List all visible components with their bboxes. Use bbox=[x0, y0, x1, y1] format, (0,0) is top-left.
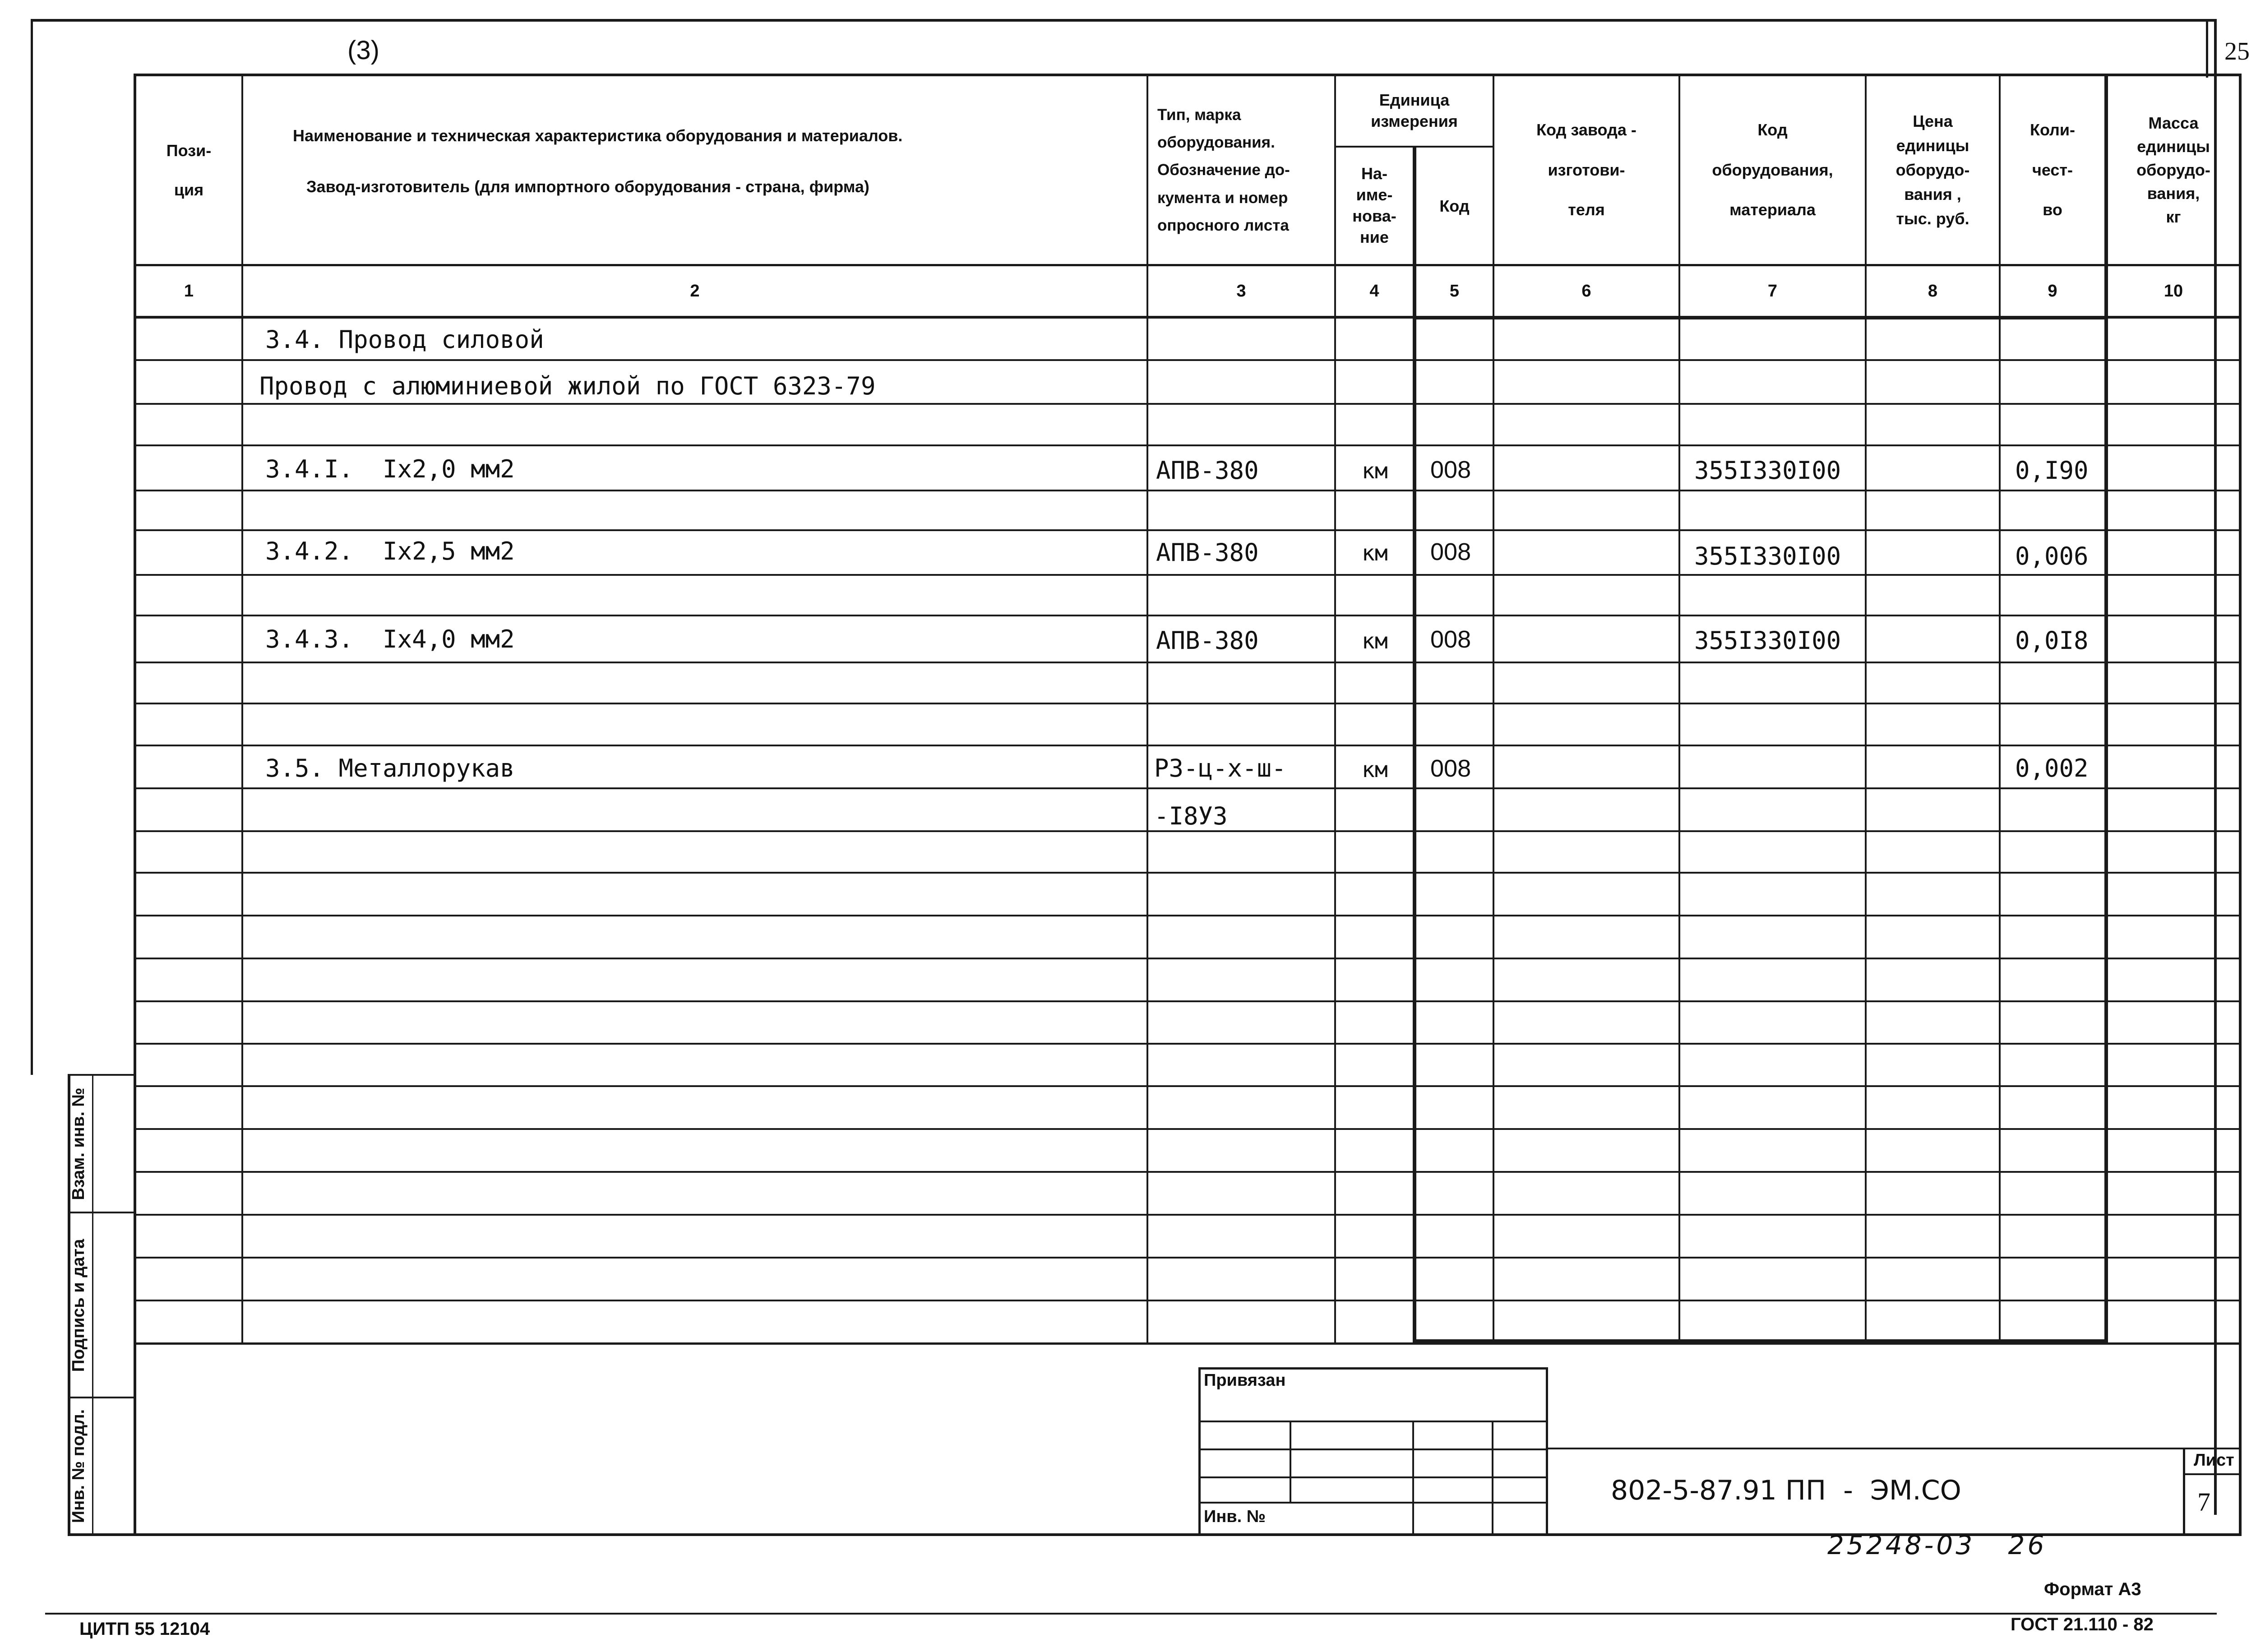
stamp-privyazan-left bbox=[1198, 1367, 1201, 1534]
table-row-line bbox=[134, 958, 2241, 959]
col-div-9 bbox=[2104, 74, 2108, 1345]
frame-left bbox=[31, 19, 33, 1075]
page-number-box-left bbox=[2206, 19, 2208, 78]
header-col10 bbox=[2108, 76, 2239, 264]
table-row-line bbox=[134, 444, 2241, 446]
sheet-number: 7 bbox=[2197, 1487, 2210, 1517]
handwritten-number: 25248-03 26 bbox=[1827, 1530, 2047, 1560]
col-div-7 bbox=[1865, 74, 1867, 1345]
header-text: ция bbox=[174, 180, 204, 199]
stamp-line-2 bbox=[1198, 1448, 1548, 1450]
table-row-line bbox=[134, 915, 2241, 916]
side-strip-divider bbox=[92, 1074, 93, 1536]
header-text: Код завода - bbox=[1536, 120, 1637, 139]
col-number: 2 bbox=[690, 281, 700, 301]
col-div-8 bbox=[1999, 74, 2001, 1345]
table-row-line bbox=[134, 787, 2241, 789]
header-col9 bbox=[2001, 76, 2104, 264]
table-row-line bbox=[134, 1257, 2241, 1259]
header-text: оборудования, bbox=[1712, 160, 1833, 179]
row-unit: км bbox=[1362, 458, 1388, 484]
header-text: оборудования. bbox=[1157, 134, 1275, 152]
table-row-line bbox=[134, 1171, 2241, 1173]
side-label-vzam: Взам. инв. № bbox=[69, 1087, 88, 1200]
document-designation: 802-5-87.91 ПП - ЭМ.СО bbox=[1611, 1475, 1961, 1506]
side-label-podpis: Подпись и дата bbox=[69, 1239, 88, 1372]
header-text: ние bbox=[1360, 227, 1389, 246]
row-name: 3.4. Провод силовой bbox=[265, 325, 544, 354]
stamp-v-2 bbox=[1412, 1421, 1414, 1534]
header-text: опросного листа bbox=[1157, 216, 1289, 234]
table-row-line bbox=[134, 615, 2241, 616]
table-row-line bbox=[134, 703, 2241, 704]
row-code: 008 bbox=[1430, 755, 1471, 782]
header-text: Код bbox=[1757, 120, 1788, 139]
stamp-line-1 bbox=[1198, 1421, 1548, 1422]
header-col1 bbox=[136, 76, 241, 264]
header-unit-group bbox=[1336, 76, 1493, 146]
header-text: во bbox=[2043, 200, 2062, 219]
header-text: Наименование и техническая характеристика оборудования и материалов. bbox=[293, 126, 903, 145]
table-row-line bbox=[134, 1128, 2241, 1130]
row-qty: 0,002 bbox=[2015, 754, 2089, 782]
row-unit: км bbox=[1362, 757, 1388, 782]
header-col2 bbox=[243, 76, 1146, 264]
col-number: 4 bbox=[1369, 281, 1379, 301]
table-right bbox=[2239, 74, 2242, 1536]
row-name: 3.5. Металлорукав bbox=[265, 754, 515, 782]
stamp-v-1 bbox=[1290, 1421, 1291, 1502]
section-marker: (3) bbox=[347, 36, 379, 65]
side-label-inv-podl: Инв. № подл. bbox=[69, 1409, 88, 1523]
header-col3 bbox=[1148, 76, 1334, 264]
table-row-line bbox=[134, 1000, 2241, 1002]
row-type-continued: -I8УЗ bbox=[1154, 802, 1228, 830]
header-text: измерения bbox=[1371, 112, 1458, 130]
header-text: Код bbox=[1439, 196, 1470, 215]
col-div-3 bbox=[1334, 74, 1336, 1345]
row-type: АПВ-380 bbox=[1156, 538, 1259, 567]
header-text: Обозначение до- bbox=[1157, 161, 1290, 179]
table-row-line bbox=[134, 403, 2241, 405]
table-row-line bbox=[134, 745, 2241, 746]
header-text: оборудо- bbox=[2136, 160, 2210, 179]
side-strip-top bbox=[68, 1074, 136, 1076]
stamp-privyazan-right bbox=[1546, 1367, 1548, 1534]
code-box-bottom bbox=[1413, 1339, 2108, 1343]
col-number: 3 bbox=[1236, 281, 1246, 301]
header-text: На- bbox=[1361, 164, 1387, 183]
stamp-privyazan-top bbox=[1198, 1367, 1548, 1370]
row-type: АПВ-380 bbox=[1156, 626, 1259, 655]
frame-bottom-outer bbox=[45, 1613, 2217, 1615]
row-unit: км bbox=[1362, 541, 1388, 566]
header-text: нова- bbox=[1352, 207, 1396, 225]
row-unit: км bbox=[1362, 629, 1388, 654]
header-col7 bbox=[1680, 76, 1865, 264]
header-col8 bbox=[1867, 76, 1999, 264]
sheet-label: Лист bbox=[2194, 1451, 2234, 1470]
table-row-line bbox=[134, 872, 2241, 874]
header-text: изготови- bbox=[1548, 160, 1625, 179]
row-equip-code: 355I330I00 bbox=[1694, 456, 1841, 485]
footer-printer: ЦИТП 55 12104 bbox=[79, 1619, 210, 1639]
header-text: вания, bbox=[2147, 184, 2200, 203]
header-text: тыс. руб. bbox=[1896, 209, 1969, 228]
frame-top bbox=[31, 19, 2217, 22]
header-text: оборудо- bbox=[1895, 161, 1970, 179]
row-type: РЗ-ц-х-ш- bbox=[1154, 754, 1286, 782]
header-text: кумента и номер bbox=[1157, 189, 1288, 207]
header-text: единицы bbox=[1896, 136, 1969, 155]
stamp-main-top bbox=[1546, 1448, 2242, 1449]
stamp-v-3 bbox=[1492, 1421, 1493, 1534]
row-equip-code: 355I330I00 bbox=[1694, 542, 1841, 570]
header-text: чест- bbox=[2032, 160, 2073, 179]
header-text: теля bbox=[1568, 200, 1605, 219]
footer-format: Формат А3 bbox=[2044, 1579, 2141, 1599]
stamp-line-3 bbox=[1198, 1476, 1548, 1478]
col-number: 6 bbox=[1581, 281, 1591, 301]
table-row-line bbox=[134, 574, 2241, 576]
table-row-line bbox=[134, 359, 2241, 361]
row-qty: 0,I90 bbox=[2015, 456, 2089, 485]
header-text: Цена bbox=[1913, 112, 1953, 130]
row-code: 008 bbox=[1430, 538, 1471, 565]
col-number: 5 bbox=[1449, 281, 1460, 301]
header-col5 bbox=[1416, 148, 1493, 264]
stamp-inv-label: Инв. № bbox=[1204, 1507, 1266, 1526]
col-div-5 bbox=[1493, 74, 1494, 1345]
row-equip-code: 355I330I00 bbox=[1694, 626, 1841, 655]
header-col6 bbox=[1494, 76, 1678, 264]
col-number: 9 bbox=[2048, 281, 2057, 301]
row-name: 3.4.3. Ix4,0 мм2 bbox=[265, 625, 515, 653]
sheet-box-divider bbox=[2183, 1473, 2242, 1475]
header-text: Единица bbox=[1379, 91, 1450, 110]
header-text: вания , bbox=[1904, 185, 1961, 204]
row-code: 008 bbox=[1430, 626, 1471, 653]
row-name: Провод с алюминиевой жилой по ГОСТ 6323-79 bbox=[259, 372, 876, 400]
table-row-line bbox=[134, 529, 2241, 531]
header-text: Тип, марка bbox=[1157, 106, 1241, 124]
page-number: 25 bbox=[2224, 37, 2250, 65]
header-text: Пози- bbox=[166, 141, 212, 160]
header-text: материала bbox=[1729, 200, 1816, 219]
col-number: 8 bbox=[1928, 281, 1938, 301]
code-box-top bbox=[1413, 316, 2108, 319]
table-row-line bbox=[134, 1214, 2241, 1216]
col-div-1 bbox=[241, 74, 243, 1345]
header-col4 bbox=[1336, 148, 1413, 264]
table-row-line bbox=[134, 830, 2241, 832]
col-div-6 bbox=[1678, 74, 1680, 1345]
table-row-line bbox=[134, 662, 2241, 663]
table-row-line bbox=[134, 490, 2241, 491]
col-div-2 bbox=[1146, 74, 1148, 1345]
header-text: Масса bbox=[2148, 113, 2199, 132]
col-number: 1 bbox=[184, 281, 194, 301]
col-number: 10 bbox=[2164, 281, 2183, 301]
row-name: 3.4.2. Ix2,5 мм2 bbox=[265, 537, 515, 565]
row-name: 3.4.I. Ix2,0 мм2 bbox=[265, 455, 515, 483]
col-number: 7 bbox=[1767, 281, 1778, 301]
header-text: Завод-изготовитель (для импортного оборудования - страна, фирма) bbox=[306, 177, 869, 196]
header-text: Коли- bbox=[2029, 120, 2076, 139]
row-qty: 0,006 bbox=[2015, 542, 2089, 570]
side-strip-sep1 bbox=[68, 1212, 136, 1213]
header-text: единицы bbox=[2137, 137, 2210, 156]
row-type: АПВ-380 bbox=[1156, 456, 1259, 485]
stamp-privyazan-label: Привязан bbox=[1204, 1371, 1286, 1390]
row-qty: 0,0I8 bbox=[2015, 626, 2089, 655]
table-row-line bbox=[134, 1085, 2241, 1087]
table-row-line bbox=[134, 1043, 2241, 1045]
stamp-line-4 bbox=[1198, 1502, 1548, 1504]
footer-gost: ГОСТ 21.110 - 82 bbox=[2011, 1615, 2154, 1634]
header-text: име- bbox=[1356, 185, 1393, 204]
header-text: кг bbox=[2166, 208, 2181, 227]
sheet-box-left bbox=[2183, 1448, 2185, 1536]
table-row-line bbox=[134, 1300, 2241, 1301]
row-code: 008 bbox=[1430, 456, 1471, 483]
